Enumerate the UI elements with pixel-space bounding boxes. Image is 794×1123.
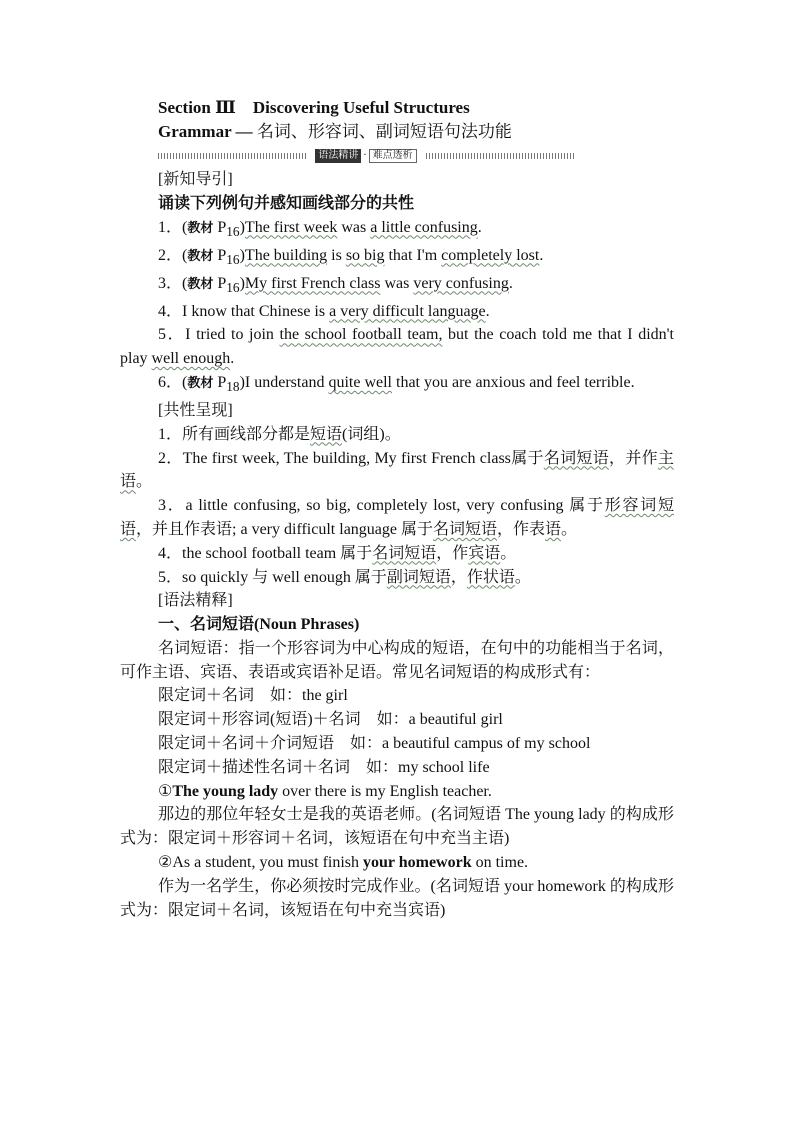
intro-instruction: 诵读下列例句并感知画线部分的共性 xyxy=(158,194,415,212)
underlined-phrase: quite well xyxy=(328,373,392,391)
intro-heading: [新知导引] xyxy=(158,171,233,188)
example-translation-2: 作为一名学生，你必须按时完成作业。(名词短语 your homework 的构成形式为：限定词＋名词，该短语在句中充当宾语) xyxy=(120,877,674,919)
banner-hatch-left xyxy=(158,153,306,159)
underlined-phrase: so big xyxy=(345,246,385,264)
section-title: Section Ⅲ Discovering Useful Structures xyxy=(158,98,470,117)
underlined-phrase: The building xyxy=(244,246,328,264)
commonality-2: 2．The first week, The building, My first French class属于名词短语，并作主语。 xyxy=(120,449,674,491)
underlined-phrase: My first French class xyxy=(244,274,381,292)
form-3: 限定词＋名词＋介词短语 如：a beautiful campus of my school xyxy=(158,735,591,753)
form-2: 限定词＋形容词(短语)＋名词 如：a beautiful girl xyxy=(158,711,503,729)
noun-phrase-definition: 名词短语：指一个形容词为中心构成的短语，在句中的功能相当于名词，可作主语、宾语、表语或宾语补足语。常见名词短语的构成形式有： xyxy=(120,639,674,681)
example-4: 4．I know that Chinese is a very difficult language. xyxy=(158,302,490,320)
underlined-phrase: very confusing xyxy=(413,274,509,292)
banner-hatch-right xyxy=(426,153,574,159)
commonality-5: 5．so quickly 与 well enough 属于副词短语，作状语。 xyxy=(158,568,531,586)
banner-tag xyxy=(308,148,424,164)
commonality-3: 3．a little confusing, so big, completely lost, very confusing 属于形容词短语，并且作表语; a very difficult language 属于名词短语，作表语。 xyxy=(120,497,674,538)
example-2: 2．(教材 $P_{16})The$ building is so big that I'm completely lost. xyxy=(158,246,544,267)
banner-dot: · xyxy=(363,150,367,162)
grammar-title xyxy=(120,120,674,144)
example-1: 1．(教材 $P_{16})The$ first week was a little confusing. xyxy=(158,218,482,239)
textbook-mark: 教材 xyxy=(187,276,214,292)
grammar-label: Grammar — xyxy=(158,122,253,141)
commonality-4: 4．the school football team 属于名词短语，作宾语。 xyxy=(158,544,517,562)
example-6: 6．(教材 $P_{18})I$ understand quite well that you are anxious and feel terrible. xyxy=(158,373,635,395)
underlined-phrase: a little confusing xyxy=(370,218,478,236)
form-1: 限定词＋名词 如：the girl xyxy=(158,687,348,705)
underlined-phrase: a very difficult language xyxy=(329,302,486,320)
noun-phrases-heading: 一、名词短语(Noun Phrases) xyxy=(158,616,360,634)
commonality-1: 1．所有画线部分都是短语(词组)。 xyxy=(158,425,401,443)
example-sentence-2: ②As a student, you must finish your homework on time. xyxy=(158,854,529,872)
underlined-phrase: completely lost xyxy=(441,246,540,264)
banner-label-left: 语法精讲 xyxy=(315,149,361,163)
textbook-mark: 教材 xyxy=(187,375,214,391)
form-4: 限定词＋描述性名词＋名词 如：my school life xyxy=(158,758,490,776)
example-3: 3．(教材 $P_{16})My$ first French class was very confusing. xyxy=(158,274,513,295)
grammar-topic: 名词、形容词、副词短语句法功能 xyxy=(256,122,512,141)
document-page xyxy=(120,96,674,922)
underlined-phrase: The first week xyxy=(244,218,338,236)
example-translation-1: 那边的那位年轻女士是我的英语老师。(名词短语 The young lady 的构成形式为：限定词＋形容词＋名词，该短语在句中充当主语) xyxy=(120,806,674,848)
underlined-phrase: well enough xyxy=(151,350,231,368)
underlined-phrase: the school football team, xyxy=(279,326,443,344)
textbook-mark: 教材 xyxy=(187,248,214,264)
example-sentence-1: ①The young lady over there is my English teacher. xyxy=(158,782,492,800)
example-5: 5．I tried to join the school football team, but the coach told me that I didn't play well enough. xyxy=(120,326,674,368)
commonality-heading: [共性呈现] xyxy=(158,401,233,419)
banner-label-right: 难点透析 xyxy=(369,149,417,163)
section-banner xyxy=(158,146,574,168)
textbook-mark: 教材 xyxy=(187,220,214,236)
explanation-heading: [语法精释] xyxy=(158,592,233,610)
